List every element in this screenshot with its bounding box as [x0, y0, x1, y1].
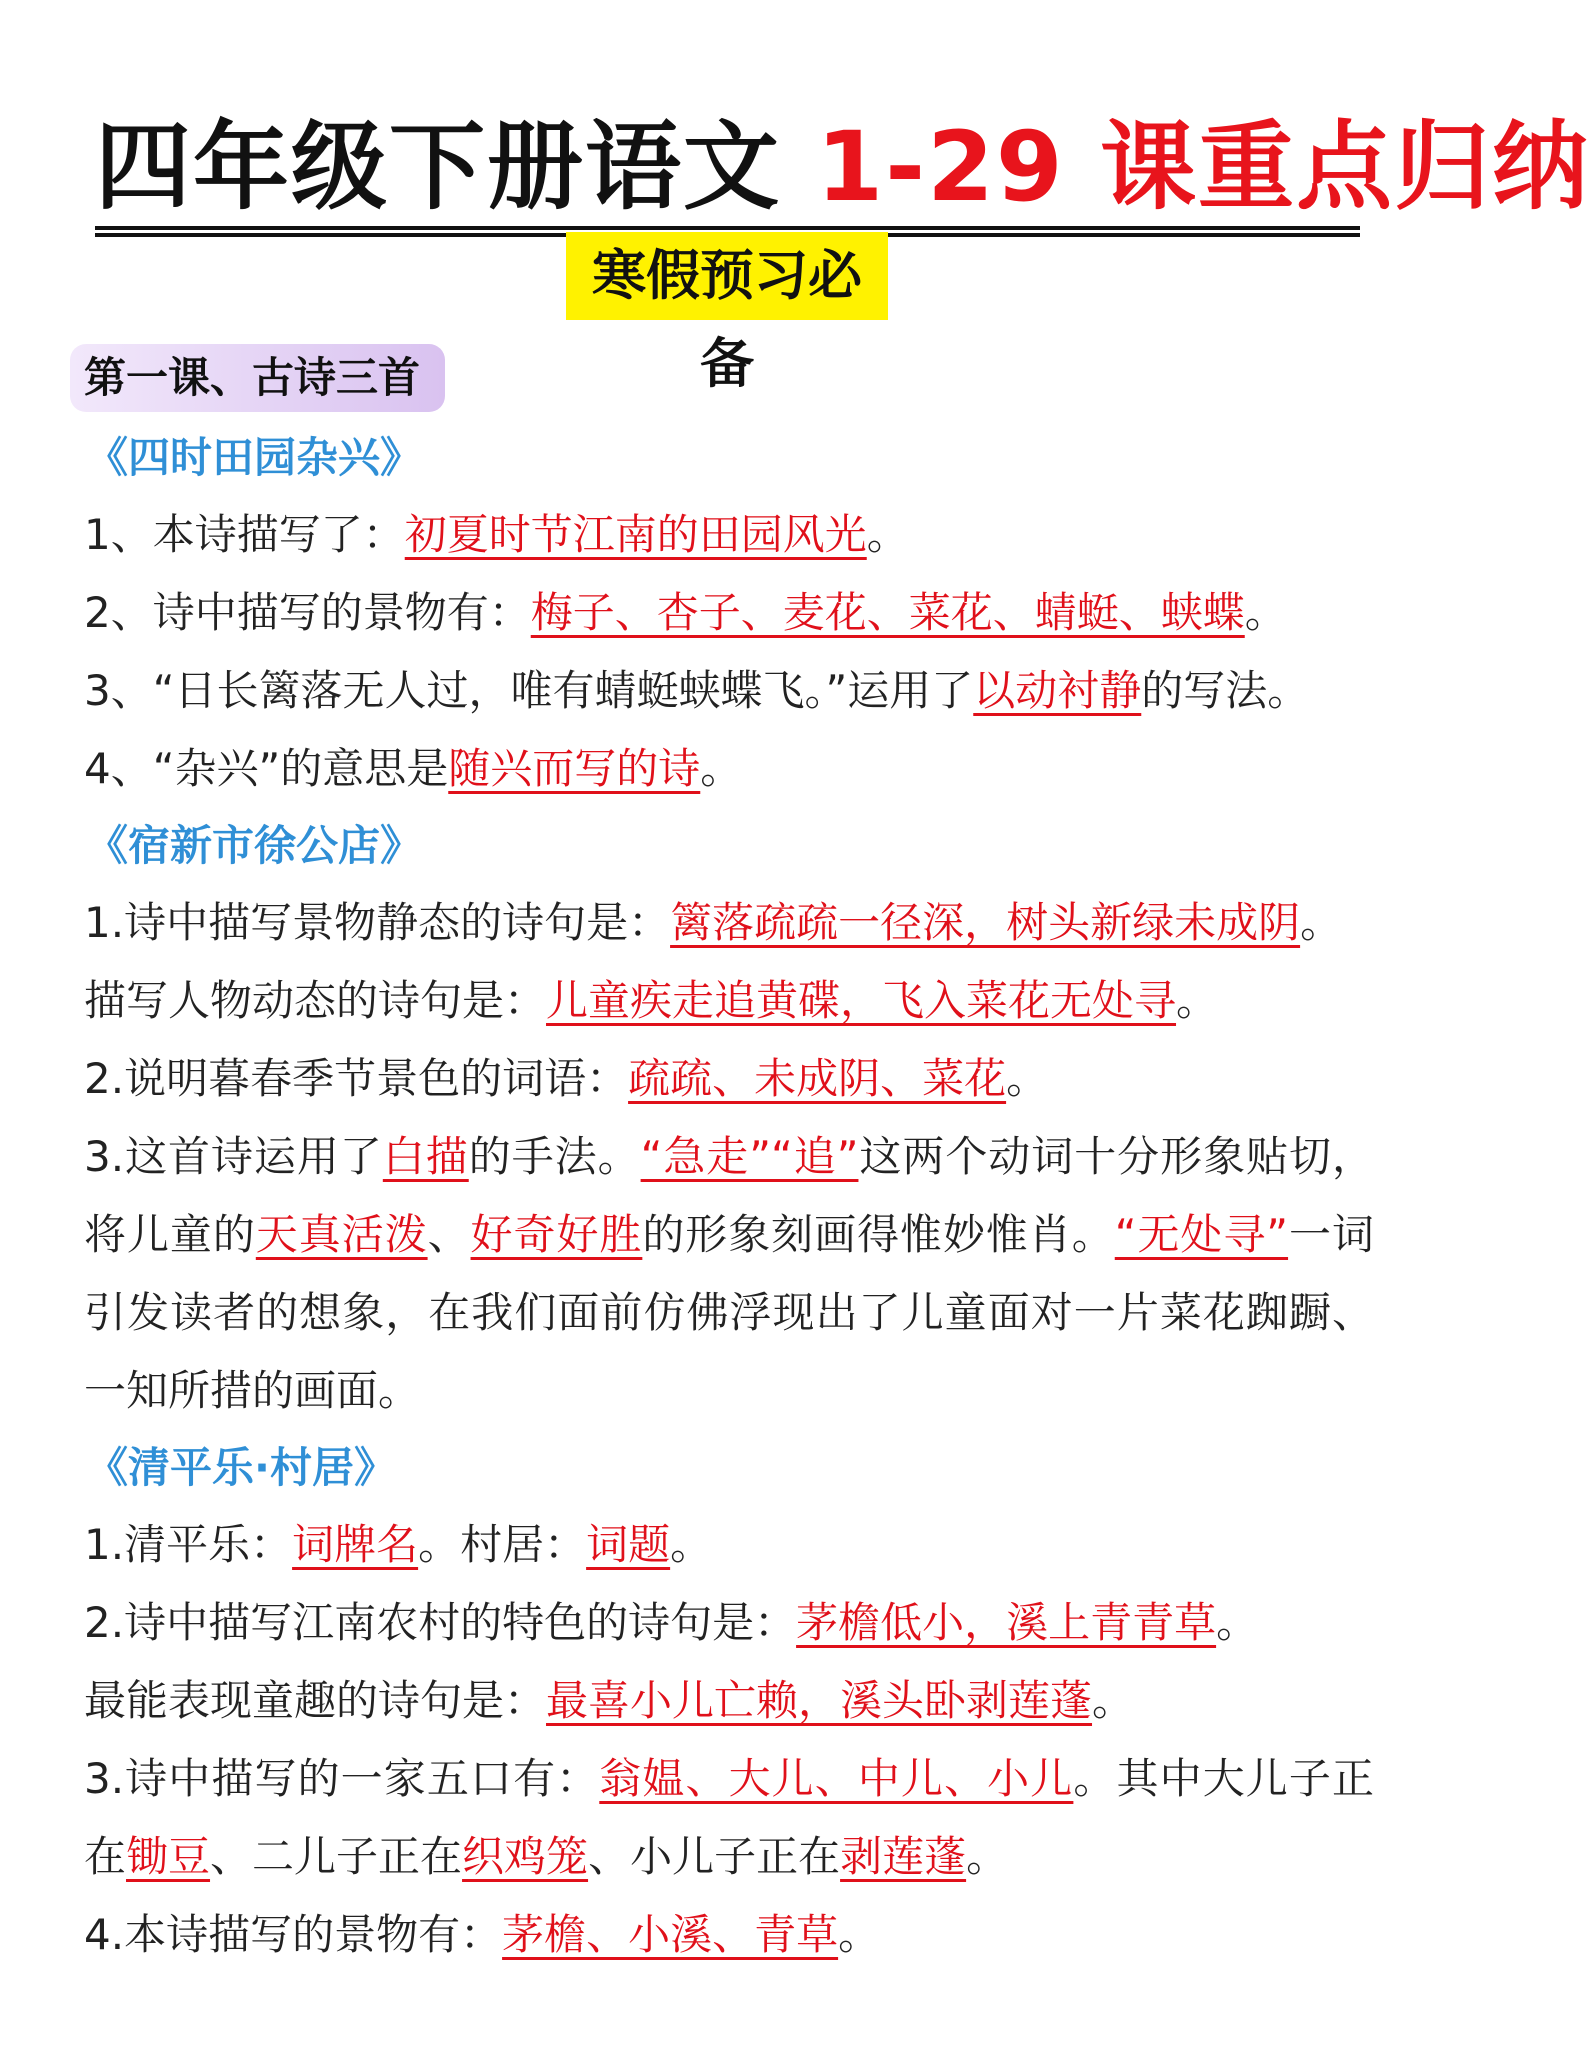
question-text: 4.本诗描写的景物有：	[84, 1910, 503, 1959]
answer: 词题	[586, 1520, 671, 1569]
answer: 茅檐、小溪、青草	[502, 1910, 839, 1959]
title-red: 1-29 课重点归纳	[816, 111, 1590, 223]
question-text: 、二儿子正在	[210, 1832, 463, 1881]
answer: 以动衬静	[973, 666, 1142, 715]
answer: 好奇好胜	[470, 1210, 643, 1259]
answer: 天真活泼	[255, 1210, 428, 1259]
question	[84, 962, 1374, 1040]
question	[84, 496, 1374, 574]
answer: “无处寻”	[1114, 1210, 1289, 1259]
poem-title-3: 《清平乐·村居》	[86, 1443, 396, 1492]
question	[84, 574, 1374, 652]
title-text	[95, 111, 1590, 223]
question-text: 。其中大儿子正在	[84, 1754, 1374, 1881]
question-text: 2.说明暮春季节景色的词语：	[84, 1054, 629, 1103]
question-text: 的手法。	[468, 1132, 641, 1181]
lesson-heading: 第一课、古诗三首	[70, 344, 445, 412]
answer: 剥莲蓬	[840, 1832, 967, 1881]
question-text: 、小儿子正在	[588, 1832, 841, 1881]
question	[84, 652, 1374, 730]
question-paragraph	[84, 1740, 1374, 1896]
question-text: 这两个动词十分形象贴切，将儿童的	[84, 1132, 1374, 1259]
page-title	[95, 111, 1590, 237]
question-text: 1、本诗描写了：	[84, 510, 405, 559]
question-text: 3.这首诗运用了	[84, 1132, 383, 1181]
answer: 儿童疾走追黄碟，飞入菜花无处寻	[546, 976, 1177, 1025]
question-text: 。	[1216, 1598, 1259, 1647]
question-text: 。	[838, 1910, 881, 1959]
question-text: 。	[1006, 1054, 1049, 1103]
answer: 锄豆	[126, 1832, 211, 1881]
question	[84, 730, 1374, 808]
poem-title-1: 《四时田园杂兴》	[86, 433, 423, 482]
poem-title-2: 《宿新市徐公店》	[86, 821, 423, 870]
question-text: 描写人物动态的诗句是：	[84, 976, 547, 1025]
answer: 茅檐低小，溪上青青草	[796, 1598, 1217, 1647]
question-text: 2、诗中描写的景物有：	[84, 588, 531, 637]
question-text: 。	[700, 744, 743, 793]
answer: 织鸡笼	[462, 1832, 589, 1881]
question-text: 1.诗中描写景物静态的诗句是：	[84, 898, 671, 947]
question-paragraph	[84, 1118, 1374, 1430]
question-text: 3.诗中描写的一家五口有：	[84, 1754, 600, 1803]
question-text: 一词引发读者的想象，在我们面前仿佛浮现出了儿童面对一片菜花踟蹰、一知所措的画面。	[84, 1210, 1374, 1415]
answer: 词牌名	[292, 1520, 419, 1569]
question-text: 最能表现童趣的诗句是：	[84, 1676, 547, 1725]
title-black: 四年级下册语文	[95, 111, 781, 223]
question-text: 的形象刻画得惟妙惟肖。	[642, 1210, 1115, 1259]
answer: 疏疏、未成阴、菜花	[628, 1054, 1007, 1103]
question-text: 。	[1244, 588, 1287, 637]
question-text: 4、“杂兴”的意思是	[84, 744, 449, 793]
question-text: 。	[1092, 1676, 1135, 1725]
question-text: 的写法。	[1141, 666, 1310, 715]
question-text: 。	[866, 510, 909, 559]
question	[84, 1040, 1374, 1118]
question	[84, 1584, 1374, 1662]
question	[84, 1506, 1374, 1584]
answer: 随兴而写的诗	[448, 744, 701, 793]
content	[84, 420, 1374, 1974]
question-text: 。	[670, 1520, 713, 1569]
question-text: 3、“日长篱落无人过，唯有蜻蜓蛱蝶飞。”运用了	[84, 666, 974, 715]
answer: “急走”“追”	[640, 1132, 859, 1181]
answer: 最喜小儿亡赖，溪头卧剥莲蓬	[546, 1676, 1093, 1725]
question-text: 、	[427, 1210, 471, 1259]
answer: 梅子、杏子、麦花、菜花、蜻蜓、蛱蝶	[530, 588, 1245, 637]
question-text: 。	[1300, 898, 1343, 947]
question-text: 2.诗中描写江南农村的特色的诗句是：	[84, 1598, 797, 1647]
answer: 翁媪、大儿、中儿、小儿	[599, 1754, 1074, 1803]
answer: 白描	[382, 1132, 469, 1181]
question	[84, 1896, 1374, 1974]
subtitle-banner: 寒假预习必备	[566, 232, 888, 320]
answer: 篱落疏疏一径深，树头新绿未成阴	[670, 898, 1301, 947]
question-text: 。	[1176, 976, 1219, 1025]
answer: 初夏时节江南的田园风光	[404, 510, 867, 559]
question	[84, 884, 1374, 962]
question-text: 。村居：	[418, 1520, 587, 1569]
question	[84, 1662, 1374, 1740]
question-text: 1.清平乐：	[84, 1520, 293, 1569]
question-text: 。	[966, 1832, 1009, 1881]
